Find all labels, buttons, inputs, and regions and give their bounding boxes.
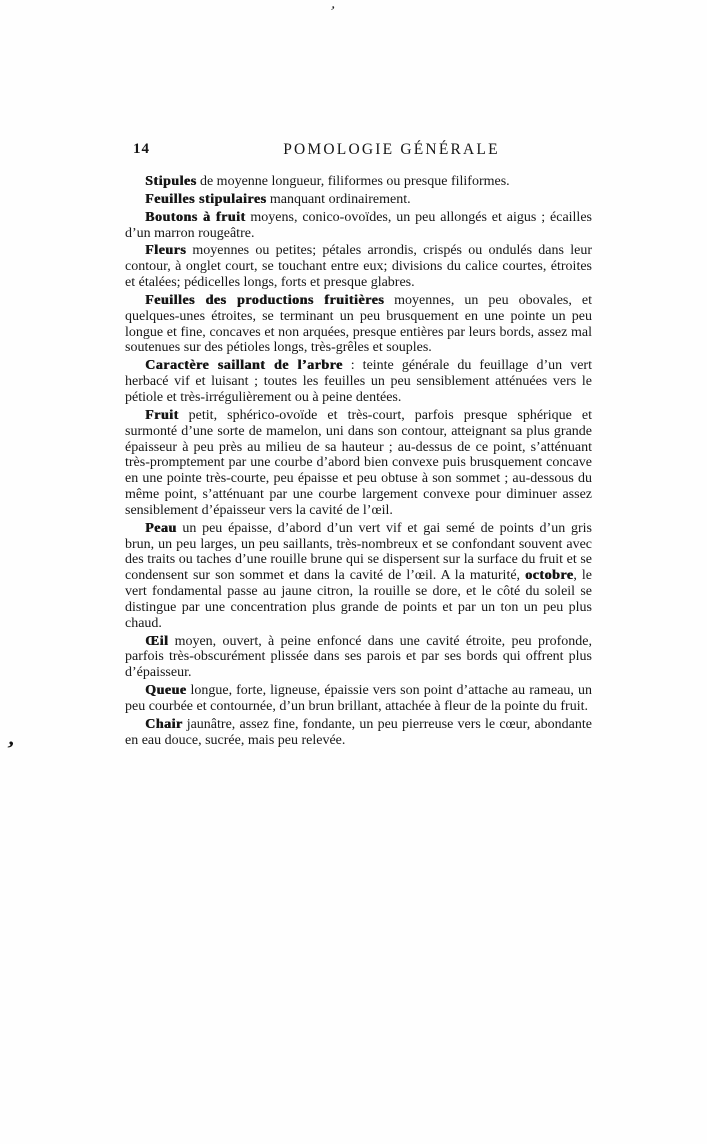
ink-speck-top: ’ — [326, 3, 337, 21]
paragraph — [125, 634, 592, 682]
paragraph-text: jaunâtre, assez fine, fondante, un peu pierreuse vers le cœur, abondante en eau douce, sucrée, mais peu relevée. — [125, 716, 592, 748]
paragraph-term: Chair — [145, 716, 183, 732]
paragraph — [125, 717, 592, 749]
page-body — [125, 174, 592, 751]
paragraph-term: Caractère saillant de l’arbre — [145, 358, 343, 374]
paragraph-text: petit, sphérico-ovoïde et très-court, parfois presque sphérique et surmonté d’une sorte de mamelon, uni dans son contour, atteignant sa plus grande épaisseur à peu près au milieu de sa hauteur ; au-dessus de ce point, s’atténuant très-promptement par une courbe d’abord bien convexe puis brusquement concave en une pointe très-courte, peu épaisse et peu obtuse à son sommet ; au-dessous du même point, s’atténuant par une courbe largement convexe pour diminuer assez sensiblement d’épaisseur vers la cavité de l’œil. — [125, 407, 592, 518]
paragraph-text: moyen, ouvert, à peine enfoncé dans une cavité étroite, peu profonde, parfois très-obscurément plissée dans ses parois et par ses bords qui offrent plus d’épaisseur. — [125, 633, 592, 681]
paragraph — [125, 243, 592, 291]
paragraph-text: moyennes, un peu obovales, et quelques-unes étroites, se terminant un peu brusquement en une pointe un peu longue et fine, concaves et non arquées, presque entières par leurs bords, assez mal soutenues sur des pétioles longs, très-grêles et souples. — [125, 292, 592, 356]
paragraph — [125, 358, 592, 406]
paragraph-term: Feuilles des productions fruitières — [145, 292, 385, 308]
page-number: 14 — [133, 141, 150, 157]
paragraph — [125, 210, 592, 242]
paragraph-term: Fruit — [145, 407, 179, 423]
paragraph — [125, 293, 592, 356]
paragraph-text: manquant ordinairement. — [266, 191, 411, 207]
paragraph-term: Fleurs — [145, 243, 187, 259]
ink-speck-left: ’ — [3, 735, 17, 762]
paragraph-text: moyens, conico-ovoïdes, un peu allongés et aigus ; écailles d’un marron rougeâtre. — [125, 209, 592, 241]
paragraph-term: Boutons à fruit — [145, 209, 246, 225]
paragraph-text: longue, forte, ligneuse, épaissie vers son point d’attache au rameau, un peu courbée et contournée, d’un brun brillant, attachée à fleur de la pointe du fruit. — [125, 683, 592, 714]
paragraph — [125, 683, 592, 715]
paragraph — [125, 192, 592, 208]
paragraph-text: , le vert fondamental passe au jaune citron, la rouille se dore, et le côté du soleil se distingue par une concentration plus grande de points et par un ton un peu plus chaud. — [125, 568, 592, 631]
paragraph-term: octobre — [525, 568, 574, 584]
paragraph-text: moyennes ou petites; pétales arrondis, crispés ou ondulés dans leur contour, à onglet court, se touchant entre eux; divisions du calice courtes, étroites et étalées; pédicelles longs, forts et presque glabres. — [125, 243, 592, 291]
paragraph-text: de moyenne longueur, filiformes ou presque filiformes. — [196, 174, 510, 189]
paragraph-text: : teinte générale du feuillage d’un vert herbacé vif et luisant ; toutes les feuilles un peu sensiblement atténuées vers le pétiole et très-irrégulièrement ou à peine dentées. — [125, 358, 592, 405]
paragraph — [125, 521, 592, 632]
page-header — [125, 141, 592, 159]
paragraph — [125, 174, 592, 190]
paragraph-text: un peu épaisse, d’abord d’un vert vif et gai semé de points d’un gris brun, un peu larges, un peu saillants, très-nombreux et se confondant souvent avec des traits ou taches d’une rouille brune qui se dispersent sur la surface du fruit et se condensent sur son sommet et dans la cavité de l’œil. A la maturité, — [125, 520, 592, 584]
paragraph-term: Queue — [145, 683, 187, 699]
paragraph-term: Peau — [145, 520, 177, 536]
paragraph-term: Feuilles stipulaires — [145, 191, 267, 207]
paragraph — [125, 408, 592, 519]
paragraph-term: Œil — [145, 633, 169, 649]
paragraph-term: Stipules — [145, 174, 197, 189]
running-title: POMOLOGIE GÉNÉRALE — [283, 141, 500, 158]
